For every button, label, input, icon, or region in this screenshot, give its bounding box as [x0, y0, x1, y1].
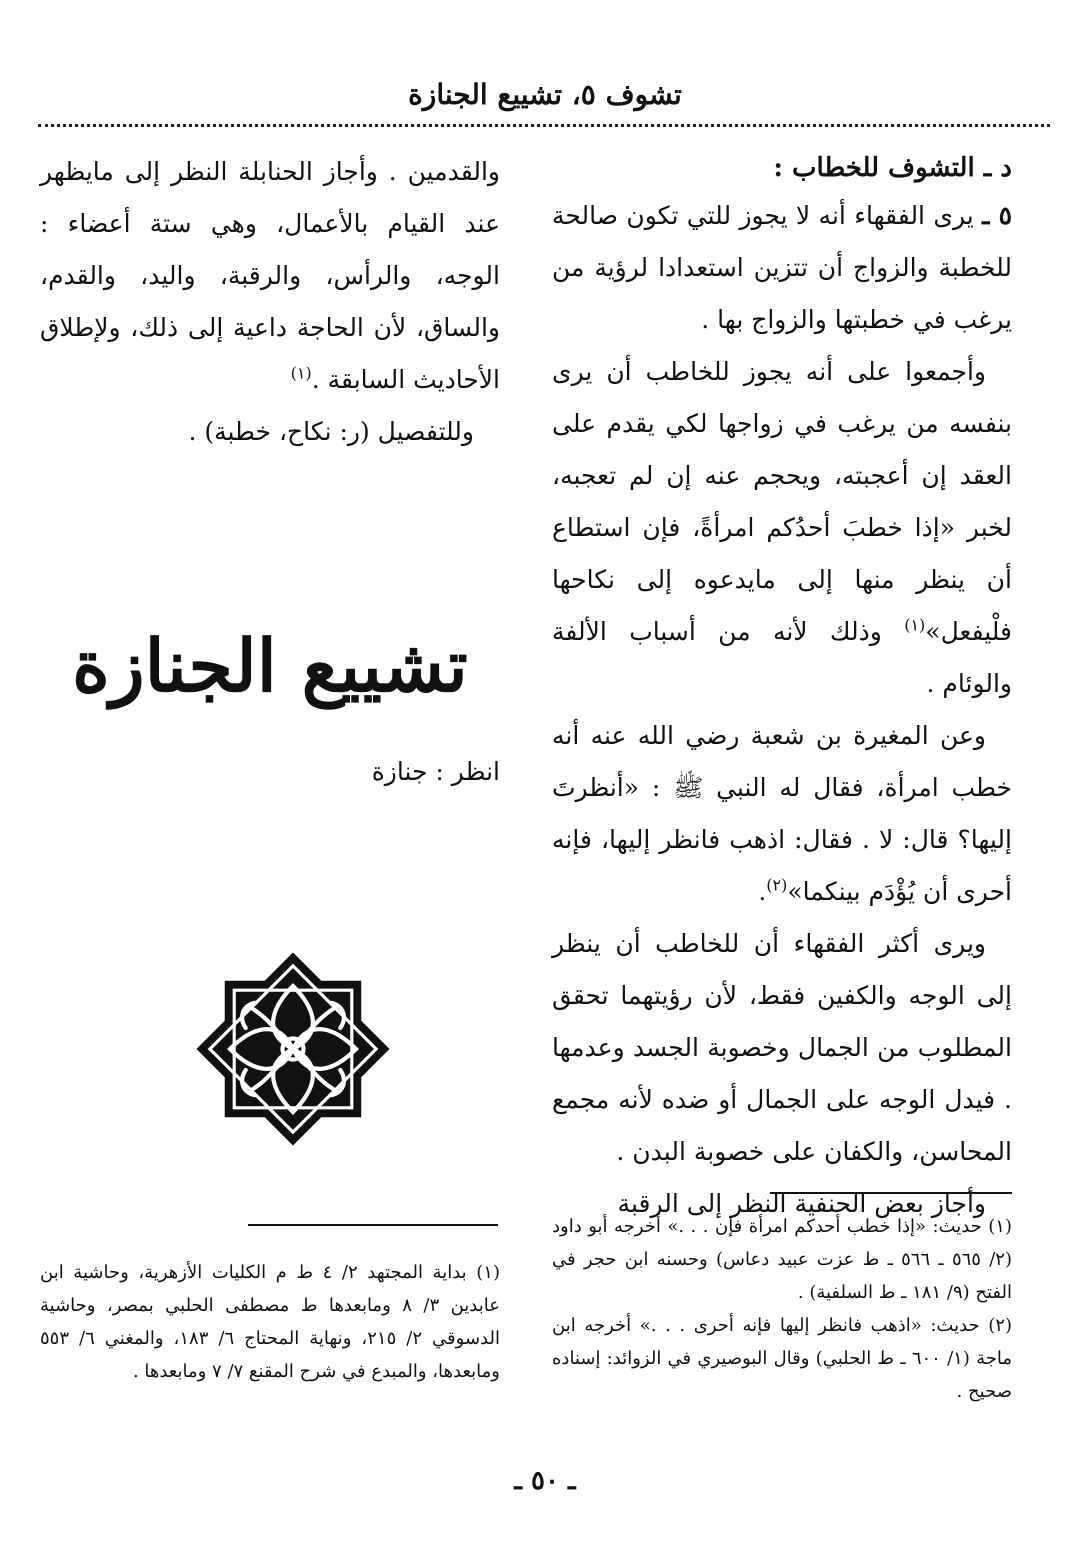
sub-heading: د ـ التشوف للخطاب :: [773, 153, 1012, 183]
paragraph-4: ويرى أكثر الفقهاء أن للخاطب أن ينظر إلى الوجه والكفين فقط، لأن رؤيتهما تحقق المطلوب من الجمال وخصوبة الجسد وعدمها . فيدل الوجه على الجمال أو ضده لأنه مجمع المحاسن، والكفان على خصوبة البدن .: [552, 929, 1012, 1166]
paragraph-1-text: يرى الفقهاء أنه لا يجوز للتي تكون صالحة للخطبة والزواج أن تتزين استعدادا لرؤية من يرغب في خطبتها والزواج بها .: [552, 201, 1012, 334]
page-number: ـ ٥٠ ـ: [514, 1466, 576, 1496]
detail-reference: وللتفصيل (ر: نكاح، خطبة) .: [188, 417, 474, 446]
footnote-1: (١) حديث: «إذا خطب أحدكم امرأة فإن . . .» أخرجه أبو داود (٢/ ٥٦٥ ـ ٥٦٦ ـ ط عزت عبيد دعاس) وحسنه ابن حجر في الفتح (٩/ ١٨١ ـ ط السلفية) .: [552, 1216, 1012, 1303]
footnotes-right: [552, 1210, 1012, 1408]
paragraph-continuation: [40, 146, 500, 406]
footnote-ref: (١): [904, 615, 926, 635]
right-column: [552, 146, 1012, 1230]
footnotes-left: [40, 1256, 500, 1388]
footnote-2: (٢) حديث: «اذهب فانظر إليها فإنه أحرى . . .» أخرجه ابن ماجة (١/ ٦٠٠ ـ ط الحلبي) وقال البوصيري في الزوائد: إسناده صحيح .: [552, 1315, 1012, 1402]
footnote-divider-right: [770, 1192, 1012, 1194]
footnote-divider-left: [248, 1224, 498, 1226]
see-reference: انظر : جنازة: [371, 757, 500, 786]
continuation-text: والقدمين . وأجاز الحنابلة النظر إلى مايظهر عند القيام بالأعمال، وهي ستة أعضاء : الوجه، والرأس، والرقبة، واليد، والقدم، والساق، لأن الحاجة داعية إلى ذلك، ولإطلاق الأحاديث السابقة .: [40, 157, 500, 394]
footnote-ref: (١): [290, 363, 312, 383]
footnote-1: (١) بداية المجتهد ٢/ ٤ ط م الكليات الأزهرية، وحاشية ابن عابدين ٣/ ٨ ومابعدها ط مصطفى الحلبي بمصر، وحاشية الدسوقي ٢/ ٢١٥، ونهاية المحتاج ٦/ ١٨٣، والمغني ٦/ ٥٥٣ ومابعدها، والمبدع في شرح المقنع ٧/ ٧ ومابعدها .: [40, 1262, 500, 1382]
paragraph-2: [552, 346, 1012, 710]
paragraph-3: [552, 710, 1012, 918]
page-header: تشوف ٥، تشييع الجنازة: [408, 78, 682, 111]
paragraph-1: [552, 190, 1012, 346]
eight-point-star-arabesque-icon: [188, 944, 398, 1154]
header-dotted-rule: [38, 124, 1050, 127]
paragraph-3-text: وعن المغيرة بن شعبة رضي الله عنه أنه خطب امرأة، فقال له النبي ﷺ : «أنظرتَ إليها؟ قال: لا . فقال: اذهب فانظر إليها، فإنه أحرى أن يُؤْدَم بينكما»: [552, 721, 1012, 906]
section-title: تشييع الجنازة: [72, 623, 468, 708]
paragraph-5: وأجاز بعض الحنفية النظر إلى الرقبة: [617, 1189, 986, 1218]
left-column: [40, 146, 500, 458]
paragraph-2-end: وذلك لأنه من أسباب الألفة والوئام .: [552, 617, 1012, 698]
paragraph-3-end: .: [758, 877, 767, 906]
paragraph-number: ٥ ـ: [982, 201, 1012, 230]
footnote-ref: (٢): [766, 875, 788, 895]
paragraph-2-text: وأجمعوا على أنه يجوز للخاطب أن يرى بنفسه من يرغب في زواجها لكي يقدم على العقد إن أعجبته، ويحجم عنه إن لم تعجبه، لخبر «إذا خطبَ أحدُكم امرأةً، فإن استطاع أن ينظر منها إلى مايدعوه إلى نكاحها فلْيفعل»: [552, 357, 1012, 646]
